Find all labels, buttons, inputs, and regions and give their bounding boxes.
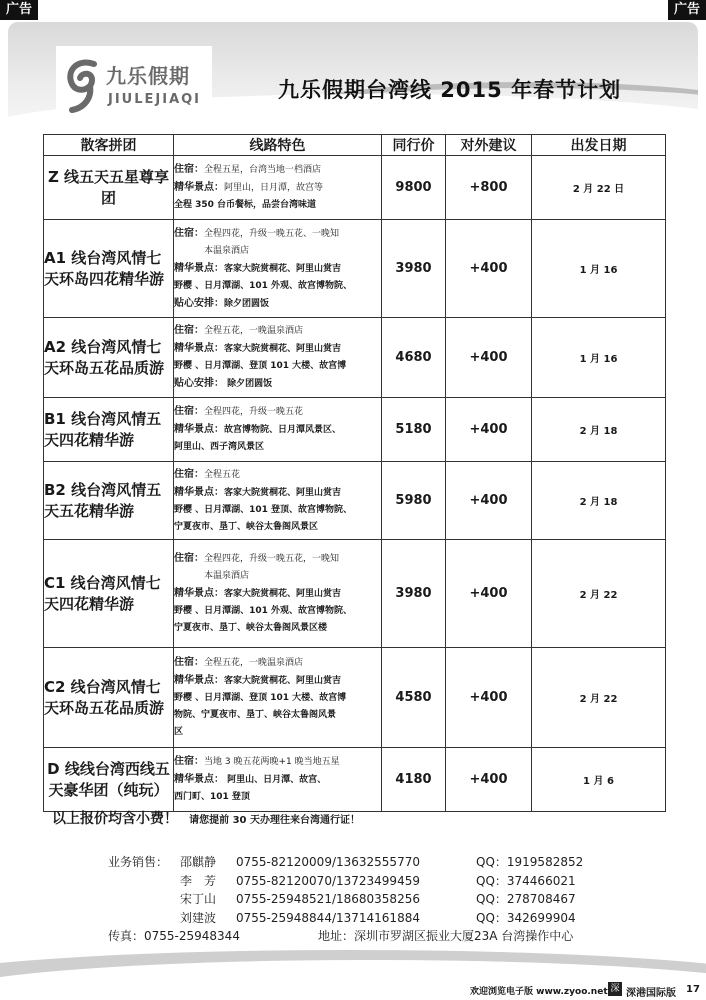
header-departure-date: 出发日期 [532,135,666,156]
table-header-row [44,135,666,156]
feature-text: 客家大院赏桐花、阿里山赏吉 [224,589,342,599]
publisher-logo-icon: 深 [608,982,622,996]
feature-label: 精华景点： [174,675,224,686]
feature-line [174,789,381,806]
table-row [44,648,666,748]
contact-row [108,853,668,872]
feature-text: 西门町、101 登顶 [174,792,250,802]
contact-qq: QQ：342699904 [476,910,576,925]
suggested-markup: +400 [446,318,532,398]
feature-line [174,197,381,214]
table-body [44,156,666,812]
feature-text: 野樱 、日月潭湖、101 外观、故宫博物院、 [174,280,353,291]
header-route-features: 线路特色 [174,135,382,156]
feature-line [174,724,381,741]
header-group-tour: 散客拼团 [44,135,174,156]
page-title: 九乐假期台湾线 2015 年春节计划 [278,78,622,102]
feature-line [174,466,381,484]
feature-text: 野樱 、日月潭湖、登顶 101 大楼、故宫博 [174,693,347,703]
feature-text: 阿里山、日月潭、故宫、 [224,775,327,785]
contact-phone: 0755-82120009/13632555770 [236,855,420,869]
office-address: 地址：深圳市罗湖区振业大厦23A 台湾操作中心 [318,929,574,943]
feature-line [174,753,381,771]
departure-date: 1 月 6 [532,748,666,812]
contact-qq: QQ：278708467 [476,892,576,906]
feature-line [174,672,381,690]
feature-line [174,585,381,603]
feature-label: 住宿： [174,553,204,564]
contact-phone: 0755-25948521/18680358256 [236,892,420,906]
peer-price: 9800 [382,156,446,220]
feature-text: 除夕团圆饭 [224,379,273,389]
route-features [174,540,382,648]
departure-date: 1 月 16 [532,318,666,398]
feature-line [174,421,381,439]
footer-website[interactable]: 欢迎浏览电子版 www.zyoo.net [470,987,608,997]
feature-line [174,654,381,672]
feature-line [174,707,381,724]
page-number: 17 [686,984,700,995]
feature-label: 精华景点： [174,424,224,435]
feature-text: 物院、宁夏夜市、垦丁、峡谷太鲁阁风景 [174,710,337,720]
feature-text: 客家大院赏桐花、阿里山赏吉 [224,487,342,498]
tour-name: A1 线台湾风情七天环岛四花精华游 [44,220,174,318]
note-sub: 请您提前 30 天办理往来台湾通行证！ [189,815,360,826]
peer-price: 3980 [382,540,446,648]
ad-tag-left: 广告 [0,0,38,20]
table-row [44,220,666,318]
tour-name: B1 线台湾风情五天四花精华游 [44,398,174,462]
table-row [44,462,666,540]
logo-swirl-icon [64,56,102,114]
feature-label: 住宿： [174,227,204,239]
contact-name: 宋丁山 [180,892,217,906]
feature-text: 客家大院赏桐花、阿里山赏吉 [224,676,342,686]
departure-date: 2 月 22 [532,540,666,648]
tour-name: D 线线台湾西线五天豪华团（纯玩） [44,748,174,812]
feature-line [174,225,381,243]
table-row [44,540,666,648]
feature-line [174,439,381,456]
feature-line [174,322,381,340]
suggested-markup: +400 [446,220,532,318]
feature-text: 宁夏夜市、垦丁、峡谷太鲁阁风景区楼 [174,623,328,633]
feature-line [174,358,381,375]
feature-text: 阿里山，日月潭，故宫等 [224,183,324,193]
brand-logo [56,46,212,124]
feature-text: 客家大院赏桐花、阿里山赏吉 [224,263,342,274]
feature-text: 本温泉酒店 [204,571,250,581]
feature-line [174,502,381,519]
feature-line [174,603,381,620]
contact-row [108,909,668,928]
table-row [44,398,666,462]
contact-phone: 0755-82120070/13723499459 [236,873,420,888]
header-peer-price: 同行价 [382,135,446,156]
suggested-markup: +400 [446,748,532,812]
suggested-markup: +400 [446,462,532,540]
feature-text: 全程五花，一晚温泉酒店 [204,326,304,336]
feature-text: 故宫博物院、日月潭风景区、 [224,425,342,435]
feature-label: 住宿： [174,657,204,668]
tour-name: C2 线台湾风情七天环岛五花品质游 [44,648,174,748]
fax-number: 传真：0755-25948344 [108,929,240,943]
feature-text: 全程四花，升级一晚五花，一晚知 [204,554,340,564]
feature-label: 贴心安排： [174,297,224,309]
feature-text: 全程五花，一晚温泉酒店 [204,658,304,668]
feature-text: 全程五星，台湾当地一档酒店 [204,165,322,175]
feature-text: 野樱 、日月潭湖、登顶 101 大楼、故宫博 [174,361,347,371]
feature-line [174,519,381,536]
departure-date: 2 月 18 [532,462,666,540]
tour-name: A2 线台湾风情七天环岛五花品质游 [44,318,174,398]
feature-label: 精华景点： [174,486,224,498]
contact-qq: QQ：374466021 [476,873,576,888]
departure-date: 2 月 18 [532,398,666,462]
peer-price: 3980 [382,220,446,318]
feature-text: 野樱 、日月潭湖、101 外观、故宫博物院、 [174,606,353,616]
contact-name: 李 芳 [180,873,217,888]
footer-edition: 深港国际版 [626,988,676,999]
route-features [174,398,382,462]
feature-label: 精华景点： [174,774,224,785]
ad-tag-right: 广告 [668,0,706,20]
route-features [174,648,382,748]
contact-row [108,872,668,891]
peer-price: 4680 [382,318,446,398]
feature-label: 住宿： [174,406,204,417]
feature-text: 客家大院赏桐花、阿里山赏吉 [224,344,342,354]
feature-text: 全程四花，升级一晚五花、一晚知 [204,228,340,239]
contact-row [108,890,668,909]
feature-line [174,690,381,707]
logo-english-text: JIULEJIAQI [108,92,202,107]
feature-text: 除夕团圆饭 [224,298,270,309]
feature-text: 全程 350 台币餐标，品尝台湾味道 [174,200,317,210]
feature-line [174,278,381,295]
feature-label: 精华景点： [174,343,224,354]
table-row [44,156,666,220]
feature-text: 本温泉酒店 [204,245,250,256]
peer-price: 5180 [382,398,446,462]
feature-label: 住宿： [174,756,204,767]
feature-line [174,161,381,179]
tour-name: C1 线台湾风情七天四花精华游 [44,540,174,648]
logo-chinese-text: 九乐假期 [106,64,190,88]
sales-label: 业务销售： [108,855,169,869]
feature-line [174,179,381,197]
tour-name: B2 线台湾风情五天五花精华游 [44,462,174,540]
feature-label: 贴心安排： [174,378,224,389]
contact-qq: QQ：1919582852 [476,855,584,869]
contact-block [108,853,668,946]
departure-date: 1 月 16 [532,220,666,318]
feature-line [174,550,381,568]
price-note [52,808,360,828]
route-features [174,156,382,220]
feature-label: 精华景点： [174,262,224,274]
tour-name: Z 线五天五星尊享团 [44,156,174,220]
table-row [44,748,666,812]
feature-text: 全程五花 [204,469,241,480]
contact-phone: 0755-25948844/13714161884 [236,910,420,925]
feature-label: 精华景点： [174,182,224,193]
suggested-markup: +400 [446,540,532,648]
feature-line [174,340,381,358]
feature-line [174,771,381,789]
feature-label: 精华景点： [174,588,224,599]
suggested-markup: +800 [446,156,532,220]
departure-date: 2 月 22 日 [532,156,666,220]
feature-text: 全程四花，升级一晚五花 [204,407,304,417]
feature-line [174,620,381,637]
feature-text: 野樱 、日月潭湖、101 登顶、故宫博物院、 [174,504,353,515]
feature-label: 住宿： [174,164,204,175]
peer-price: 4580 [382,648,446,748]
feature-line [174,243,381,260]
feature-label: 住宿： [174,325,204,336]
itinerary-table [43,134,666,812]
departure-date: 2 月 22 [532,648,666,748]
feature-label: 住宿： [174,468,204,480]
feature-text: 区 [174,727,184,737]
feature-text: 阿里山、西子湾风景区 [174,442,265,452]
feature-line [174,295,381,313]
route-features [174,462,382,540]
feature-line [174,403,381,421]
feature-line [174,568,381,585]
feature-line [174,484,381,502]
peer-price: 5980 [382,462,446,540]
footer-wave [0,942,706,982]
route-features [174,318,382,398]
peer-price: 4180 [382,748,446,812]
feature-line [174,260,381,278]
route-features [174,748,382,812]
contact-name: 邵麒静 [180,855,217,869]
feature-text: 当地 3 晚五花两晚+1 晚当地五星 [204,757,340,767]
route-features [174,220,382,318]
contact-name: 刘建波 [180,910,217,925]
suggested-markup: +400 [446,648,532,748]
feature-line [174,375,381,393]
header-suggested-markup: 对外建议 [446,135,532,156]
table-row [44,318,666,398]
feature-text: 宁夏夜市、垦丁、峡谷太鲁阁风景区 [174,521,319,532]
suggested-markup: +400 [446,398,532,462]
note-main: 以上报价均含小费！ [52,811,178,827]
page-footer [0,982,706,1000]
